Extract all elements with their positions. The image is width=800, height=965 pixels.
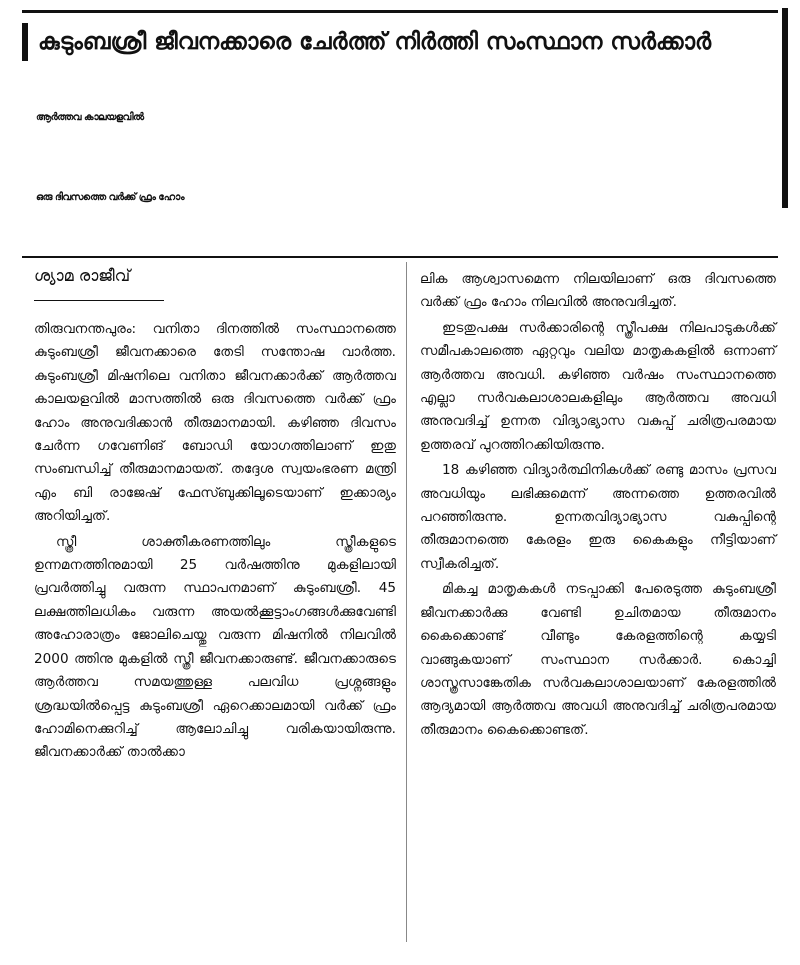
paragraph: സ്ത്രീ ശാക്തീകരണത്തിലും സ്ത്രീകളുടെ ഉന്നമനത്തിനുമായി 25 വർഷത്തിനു മുകളിലായി പ്രവർത്തിച്ചു വരുന്ന സ്ഥാപനമാണ് കുടുംബശ്രീ. 45 ലക്ഷത്തിലധികം വരുന്ന അയൽക്കൂട്ടാംഗങ്ങൾക്കുവേണ്ടി അഹോരാത്രം ജോലിചെയ്തു വരുന്ന മിഷനിൽ നിലവിൽ 2000 ത്തിനു മുകളിൽ സ്ത്രീ ജീവനക്കാരുണ്ട്. ജീവനക്കാരുടെ ആർത്തവ സമയത്തുള്ള പലവിധ പ്രശ്നങ്ങളും ശ്രദ്ധയിൽപ്പെട്ട കുടുംബശ്രീ ഏറെക്കാലമായി വർക്ക് ഫ്രം ഹോമിനെക്കുറിച്ച് ആലോചിച്ചു വരികയായിരുന്നു. ജീവനക്കാർക്ക് താൽക്കാ	[34, 533, 396, 761]
headline-line-1: ആർത്തവ കാലയളവിൽ	[36, 112, 144, 123]
kicker-bar	[22, 23, 28, 61]
paragraph: തിരുവനന്തപുരം: വനിതാ ദിനത്തിൽ സംസ്ഥാനത്തെ കുടുംബശ്രീ ജീവനക്കാരെ തേടി സന്തോഷ വാർത്ത. കുടുംബശ്രീ മിഷനിലെ വനിതാ ജീവനക്കാർക്ക് ആർത്തവ കാലയളവിൽ മാസത്തിൽ ഒരു ദിവസത്തെ വർക്ക് ഫ്രം ഹോം അനുവദിക്കാൻ തീരുമാനമായി. കഴിഞ്ഞ ദിവസം ചേർന്ന ഗവേണിങ് ബോഡി യോഗത്തിലാണ് ഇതു സംബന്ധിച്ച് തീരുമാനമായത്. തദ്ദേശ സ്വയംഭരണ മന്ത്രി എം ബി രാജേഷ് ഫേസ്ബുക്കിലൂടെയാണ് ഇക്കാര്യം അറിയിച്ചത്.	[34, 321, 396, 525]
headline	[36, 78, 776, 238]
paragraph: ലിക ആശ്വാസമെന്ന നിലയിലാണ് ഒരു ദിവസത്തെ വർക്ക് ഫ്രം ഹോം നിലവിൽ അനുവദിച്ചത്.	[420, 271, 776, 311]
corner-decoration	[782, 8, 788, 208]
paragraph: മികച്ച മാതൃകകൾ നടപ്പാക്കി പേരെടുത്ത കുടുംബശ്രീ ജീവനക്കാർക്കു വേണ്ടി ഉചിതമായ തീരുമാനം കൈക്കൊണ്ട് വീണ്ടും കേരളത്തിന്റെ കയ്യടി വാങ്ങുകയാണ് സംസ്ഥാന സർക്കാർ. കൊച്ചി ശാസ്ത്രസാങ്കേതിക സർവകലാശാലയാണ് കേരളത്തിൽ ആദ്യമായി ആർത്തവ അവധി അനുവദിച്ച് ചരിത്രപരമായ തീരുമാനം കൈക്കൊണ്ടത്.	[420, 581, 776, 738]
right-column	[420, 268, 776, 744]
kicker-text: കുടുംബശ്രീ ജീവനക്കാരെ ചേർത്ത് നിർത്തി സംസ്ഥാന സർക്കാർ	[38, 29, 712, 55]
byline-rule	[34, 300, 164, 301]
left-column	[34, 318, 396, 767]
column-divider	[406, 262, 407, 942]
paragraph: ഇടതുപക്ഷ സർക്കാരിന്റെ സ്ത്രീപക്ഷ നിലപാടുകൾക്ക് സമീപകാലത്തെ ഏറ്റവും വലിയ മാതൃകകളിൽ ഒന്നാണ് ആർത്തവ അവധി. കഴിഞ്ഞ വർഷം സംസ്ഥാനത്തെ എല്ലാ സർവകലാശാലകളിലും ആർത്തവ അവധി അനുവദിച്ച് ഉന്നത വിദ്യാഭ്യാസ വകുപ്പ് ചരിത്രപരമായ ഉത്തരവ് പുറത്തിറക്കിയിരുന്നു.	[420, 319, 776, 453]
byline: ശ്യാമ രാജീവ്	[34, 266, 131, 285]
paragraph: 18 കഴിഞ്ഞ വിദ്യാർത്ഥിനികൾക്ക് രണ്ടു മാസം പ്രസവ അവധിയും ലഭിക്കുമെന്ന് അന്നത്തെ ഉത്തരവിൽ പറഞ്ഞിരുന്നു. ഉന്നതവിദ്യാഭ്യാസ വകുപ്പിന്റെ തീരുമാനത്തെ കേരളം ഇരു കൈകളും നീട്ടിയാണ് സ്വീകരിച്ചത്.	[420, 462, 776, 572]
headline-rule	[22, 256, 778, 258]
headline-line-2: ഒരു ദിവസത്തെ വർക്ക് ഫ്രം ഹോം	[36, 192, 185, 203]
top-rule	[22, 10, 778, 13]
kicker	[22, 18, 762, 66]
